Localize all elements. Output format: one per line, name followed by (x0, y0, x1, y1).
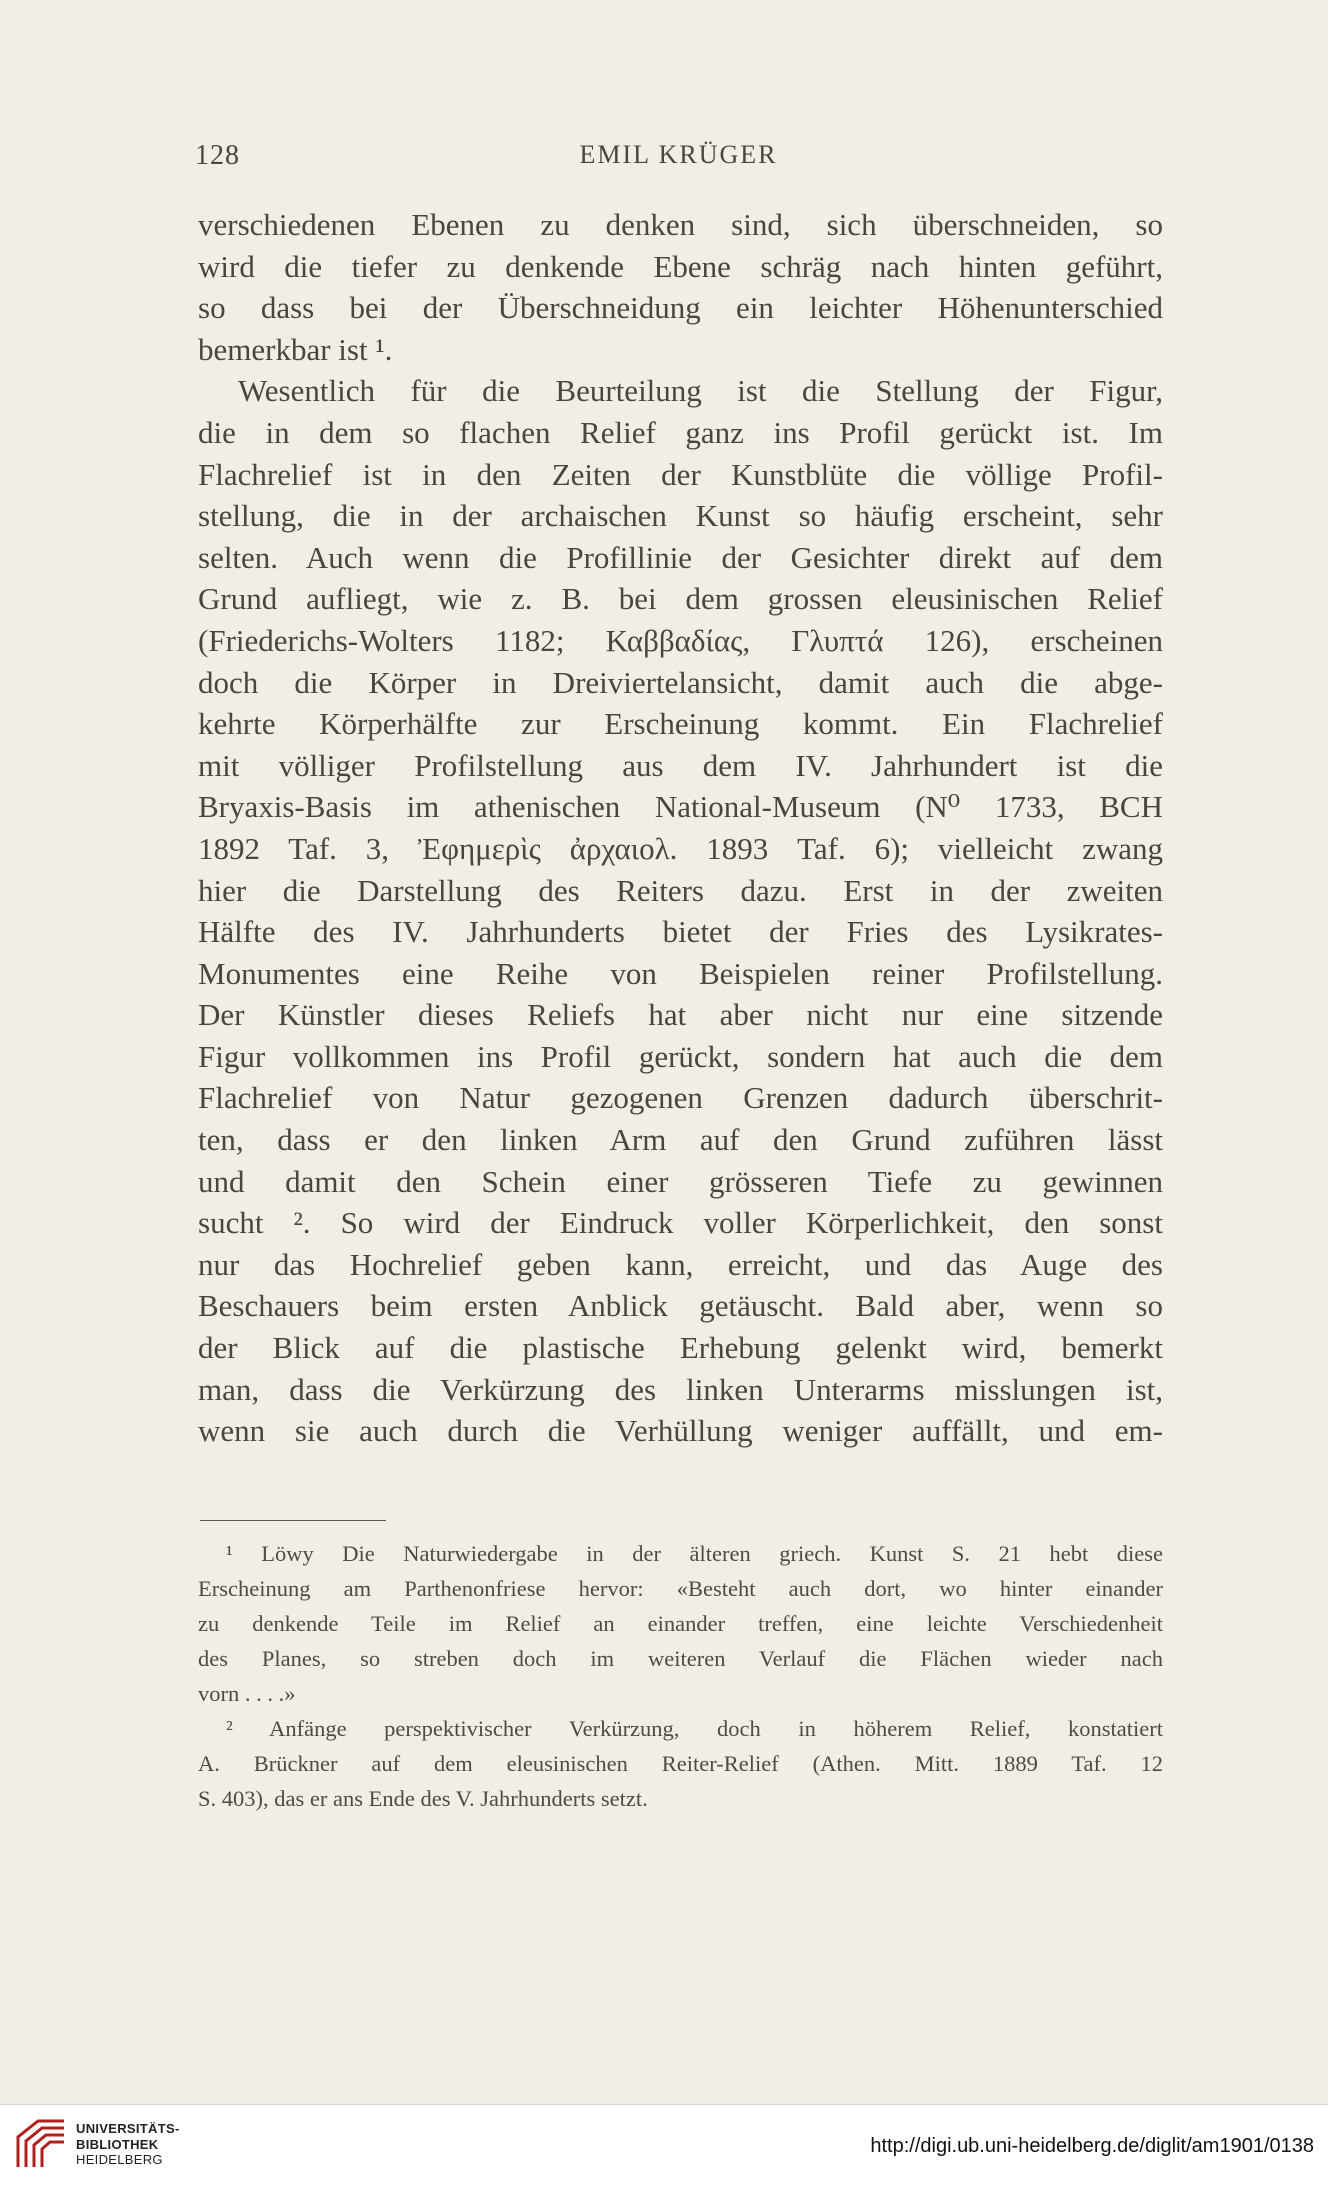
body-line: Hälfte des IV. Jahrhunderts bietet der Fries des Lysikrates- (198, 914, 1163, 950)
body-line: Der Künstler dieses Reliefs hat aber nicht nur eine sitzende (198, 997, 1163, 1033)
body-line: die in dem so flachen Relief ganz ins Profil gerückt ist. Im (198, 414, 1163, 450)
library-footer (0, 2104, 1328, 2187)
body-line: hier die Darstellung des Reiters dazu. Erst in der zweiten (198, 872, 1163, 908)
body-line: der Blick auf die plastische Erhebung gelenkt wird, bemerkt (198, 1330, 1163, 1366)
footnote-divider (200, 1520, 386, 1521)
footnote-line: Erscheinung am Parthenonfriese hervor: «Besteht auch dort, wo hinter einander (198, 1576, 1163, 1601)
footnote-line: vorn . . . .» (198, 1681, 296, 1706)
body-line: Figur vollkommen ins Profil gerückt, sondern hat auch die dem (198, 1038, 1163, 1074)
body-line: kehrte Körperhälfte zur Erscheinung kommt. Ein Flachrelief (198, 706, 1163, 742)
body-line: selten. Auch wenn die Profillinie der Gesichter direkt auf dem (198, 539, 1163, 575)
body-line: verschiedenen Ebenen zu denken sind, sich überschneiden, so (198, 207, 1163, 242)
library-name-line1: UNIVERSITÄTS- (76, 2121, 180, 2136)
body-line: ten, dass er den linken Arm auf den Grund zuführen lässt (198, 1122, 1163, 1158)
body-line: man, dass die Verkürzung des linken Unterarms misslungen ist, (198, 1371, 1163, 1407)
footnote-line: ² Anfänge perspektivischer Verkürzung, doch in höherem Relief, konstatiert (226, 1716, 1163, 1741)
body-line: Wesentlich für die Beurteilung ist die Stellung der Figur, (238, 373, 1163, 409)
body-line: Beschauers beim ersten Anblick getäuscht. Bald aber, wenn so (198, 1288, 1163, 1324)
body-line: so dass bei der Überschneidung ein leichter Höhenunterschied (198, 290, 1163, 326)
body-line: sucht ². So wird der Eindruck voller Körperlichkeit, den sonst (198, 1205, 1163, 1241)
footnotes (198, 1536, 1163, 1816)
body-line: Bryaxis-Basis im athenischen National-Museum (N⁰ 1733, BCH (198, 789, 1163, 825)
body-line: bemerkbar ist ¹. (198, 331, 393, 367)
body-line: 1892 Taf. 3, Ἐφημερὶς ἀρχαιολ. 1893 Taf. 6); vielleicht zwang (198, 830, 1163, 866)
footnote-line: ¹ Löwy Die Naturwiedergabe in der älteren griech. Kunst S. 21 hebt diese (226, 1541, 1163, 1566)
body-text (198, 204, 1163, 1452)
body-line: nur das Hochrelief geben kann, erreicht, und das Auge des (198, 1246, 1163, 1282)
body-line: doch die Körper in Dreiviertelansicht, damit auch die abge- (198, 664, 1163, 700)
body-line: und damit den Schein einer grösseren Tiefe zu gewinnen (198, 1163, 1163, 1199)
body-line: Flachrelief ist in den Zeiten der Kunstblüte die völlige Profil- (198, 456, 1163, 492)
body-line: Monumentes eine Reihe von Beispielen reiner Profilstellung. (198, 955, 1163, 991)
library-name-line3: HEIDELBERG (76, 2152, 163, 2167)
body-line: mit völliger Profilstellung aus dem IV. Jahrhundert ist die (198, 747, 1163, 783)
footnote-line: A. Brückner auf dem eleusinischen Reiter-Relief (Athen. Mitt. 1889 Taf. 12 (198, 1751, 1163, 1776)
footnote-line: S. 403), das er ans Ende des V. Jahrhunderts setzt. (198, 1786, 648, 1811)
body-line: Flachrelief von Natur gezogenen Grenzen dadurch überschrit- (198, 1080, 1163, 1116)
page-header (195, 140, 1162, 180)
body-line: (Friederichs-Wolters 1182; Καββαδίας, Γλυπτά 126), erscheinen (198, 622, 1163, 658)
library-logo-icon (12, 2115, 70, 2173)
source-url-link[interactable]: http://digi.ub.uni-heidelberg.de/diglit/am1901/0138 (870, 2135, 1314, 2157)
running-title: EMIL KRÜGER (579, 140, 778, 169)
footnote-line: des Planes, so streben doch im weiteren Verlauf die Flächen wieder nach (198, 1646, 1163, 1671)
body-line: wenn sie auch durch die Verhüllung weniger auffällt, und em- (198, 1413, 1163, 1449)
library-name-line2: BIBLIOTHEK (76, 2136, 159, 2152)
page-number: 128 (195, 140, 240, 171)
body-line: stellung, die in der archaischen Kunst so häufig erscheint, sehr (198, 498, 1163, 534)
footnote-line: zu denkende Teile im Relief an einander treffen, eine leichte Verschiedenheit (198, 1611, 1163, 1636)
body-line: wird die tiefer zu denkende Ebene schräg nach hinten geführt, (198, 248, 1163, 284)
library-name (76, 2121, 180, 2168)
body-line: Grund aufliegt, wie z. B. bei dem grossen eleusinischen Relief (198, 581, 1163, 617)
